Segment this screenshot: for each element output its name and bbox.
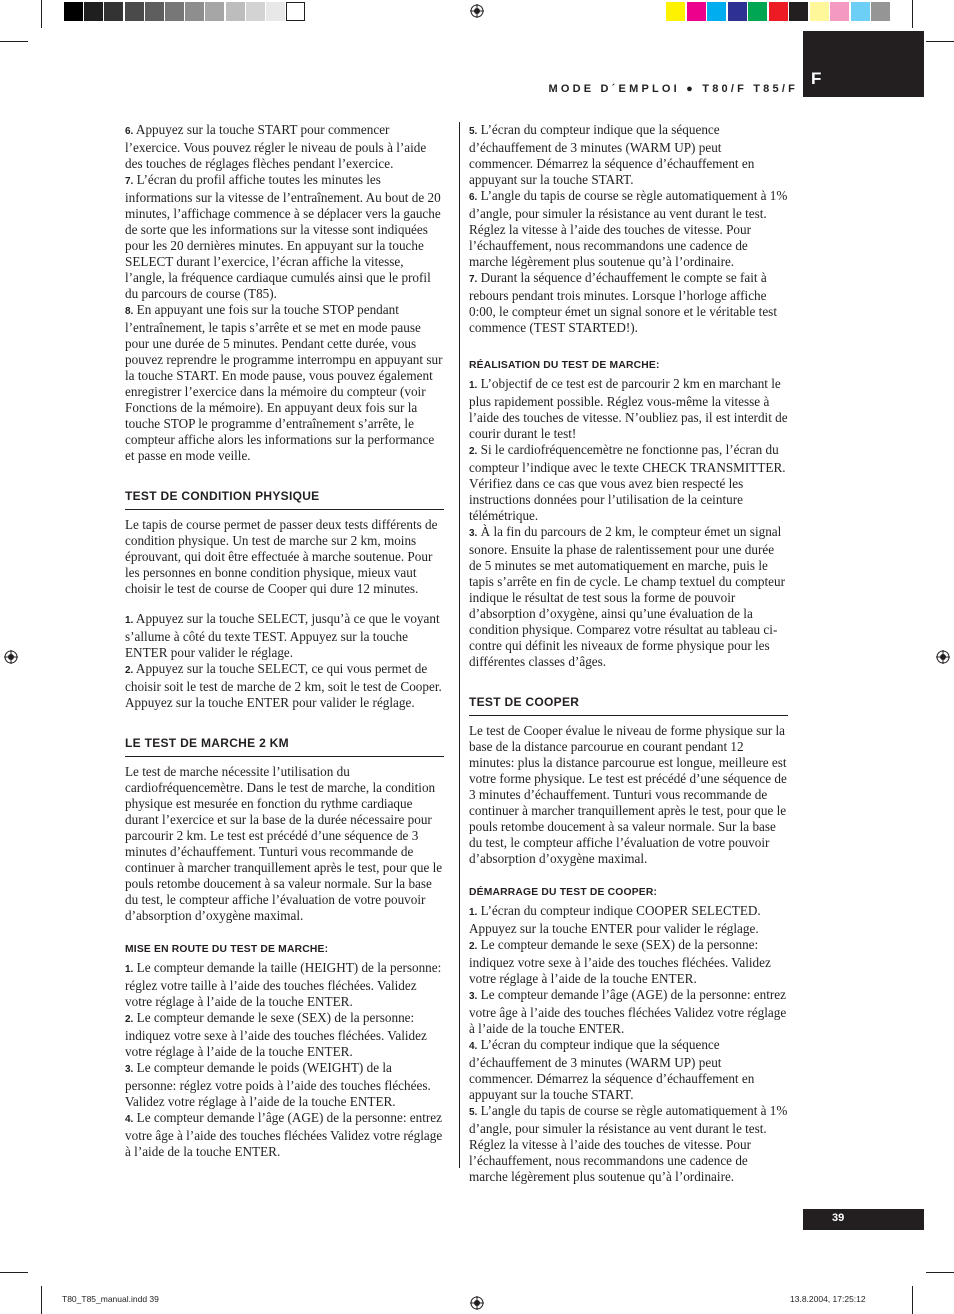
list-item: 7. Durant la séquence d’échauffement le compte se fait à rebours pendant trois minutes. Lorsque l’horloge affiche 0:00, le compteur émet un signal sonore et le véritable test commence (TEST STARTED!).: [469, 270, 777, 335]
sub-heading: MISE EN ROUTE DU TEST DE MARCHE:: [125, 944, 329, 955]
list-item: 1. Le compteur demande la taille (HEIGHT) de la personne: réglez votre taille à l’aide des touches fléchées. Validez votre réglage à l’aide de la touche ENTER.: [125, 960, 442, 1009]
list-item: 5. L’angle du tapis de course se règle automatiquement à 1% d’angle, pour simuler la résistance au vent durant le test. Réglez la vitesse à l’aide des touches de vitesse. Pour l’échauffement, nous recommandons une cadence de marche légèrement plus soutenue qu’à l’ordinaire.: [469, 1103, 788, 1184]
registration-mark-icon: [4, 650, 18, 664]
gray-swatch: [266, 2, 285, 21]
list-item: 5. L’écran du compteur indique que la séquence d’échauffement de 3 minutes (WARM UP) peut commencer. Démarrez la séquence d’échauffement en appuyant sur la touche START.: [469, 122, 755, 187]
list-item: 1. L’objectif de ce test est de parcourir 2 km en marchant le plus rapidement possible. Réglez vous-même la vitesse à l’aide des touches de vitesse. N’oubliez pas, il est interdit de courir durant le test!: [469, 376, 788, 441]
gray-swatch: [165, 2, 184, 21]
paragraph: Le tapis de course permet de passer deux tests différents de condition physique. Un test de marche sur 2 km, moins éprouvant, qui doit être effectuée à marche soutenue. Pour les personnes en bonne condition physique, mieux vaut choisir le test de course de Cooper qui dure 12 minutes.: [125, 517, 438, 596]
list-item: 3. Le compteur demande le poids (WEIGHT) de la personne: réglez votre poids à l’aide des touches fléchées. Validez votre réglage à l’aide de la touche ENTER.: [125, 1060, 431, 1109]
color-swatch: [830, 2, 849, 21]
color-swatch: [851, 2, 870, 21]
gray-swatch: [64, 2, 83, 21]
gray-swatch: [125, 2, 144, 21]
section-heading: LE TEST DE MARCHE 2 KM: [125, 735, 444, 757]
paragraph: 7. L’écran du profil affiche toutes les minutes les informations sur la vitesse de l’entraînement. Au bout de 20 minutes, l’affichage commence à se déplacer vers la gauche de sorte que les informations sur la vitesse sont indiquées pour les 20 dernières minutes. En appuyant sur la touche SELECT durant l’exercice, l’écran affiche la vitesse, l’angle, la fréquence cardiaque cumulés ainsi que le profil du parcours de course (T85).: [125, 172, 441, 301]
list-item: 2. Le compteur demande le sexe (SEX) de la personne: indiquez votre sexe à l’aide des touches fléchées. Validez votre réglage à l’aide de la touche ENTER.: [469, 937, 771, 986]
color-swatch: [748, 2, 767, 21]
section-heading: TEST DE COOPER: [469, 694, 788, 716]
running-title: MODE D´EMPLOI ● T80/F T85/F: [548, 83, 798, 95]
color-swatch: [769, 2, 788, 21]
gray-swatch: [246, 2, 265, 21]
sub-heading: DÉMARRAGE DU TEST DE COOPER:: [469, 887, 658, 898]
gray-swatch: [286, 2, 305, 21]
color-swatch: [810, 2, 829, 21]
paragraph: Le test de marche nécessite l’utilisation du cardiofréquencemètre. Dans le test de marche, la condition physique est mesurée en fonction du rythme cardiaque durant l’exercice et sur la base de la durée nécessaire pour parcourir 2 km. Le test est précédé d’une séquence de 3 minutes d’échauffement. Tunturi vous recommande de continuer à marcher tranquillement après le test, pour que le pouls retombe doucement à sa valeur normale. Sur la base du test, le compteur affiche l’évaluation de votre pouvoir d’absorption d’oxygène maximal.: [125, 764, 443, 923]
gray-swatch: [226, 2, 245, 21]
list-item: 4. L’écran du compteur indique que la séquence d’échauffement de 3 minutes (WARM UP) peut commencer. Démarrez la séquence d’échauffement en appuyant sur la touche START.: [469, 1037, 755, 1102]
page-number-box: [803, 1209, 924, 1230]
sub-heading: RÉALISATION DU TEST DE MARCHE:: [469, 360, 660, 371]
color-swatch: [728, 2, 747, 21]
footer-date: 13.8.2004, 17:25:12: [790, 1294, 866, 1304]
gray-swatch: [145, 2, 164, 21]
registration-mark-icon: [936, 650, 950, 664]
paragraph: 8. En appuyant une fois sur la touche STOP pendant l’entraînement, le tapis s’arrête et se met en mode pause pour une durée de 5 minutes. Pendant cette durée, vous pouvez reprendre le programme interrompu en appuyant sur la touche START. En mode pause, vous pouvez également enregistrer l’exercice dans la mémoire du compteur (voir Fonctions de la mémoire). En appuyant deux fois sur la touche STOP le programme d’entraînement s’arrête, le compteur affiche alors les informations sur la performance et passe en mode veille.: [125, 302, 443, 463]
list-item: 1. L’écran du compteur indique COOPER SELECTED. Appuyez sur la touche ENTER pour valider le réglage.: [469, 903, 761, 936]
right-column: [469, 122, 788, 1185]
color-swatch: [707, 2, 726, 21]
color-swatch: [789, 2, 808, 21]
section-tab: [803, 31, 924, 97]
list-item: 4. Le compteur demande l’âge (AGE) de la personne: entrez votre âge à l’aide des touches fléchées Validez votre réglage à l’aide de la touche ENTER.: [125, 1110, 443, 1159]
registration-mark-icon: [470, 4, 484, 18]
footer-file: T80_T85_manual.indd 39: [62, 1294, 159, 1304]
gray-swatch: [185, 2, 204, 21]
column-divider: [459, 122, 460, 1168]
color-swatch: [666, 2, 685, 21]
color-swatch: [687, 2, 706, 21]
page-number: 39: [832, 1212, 845, 1224]
gray-swatch: [84, 2, 103, 21]
list-item: 1. Appuyez sur la touche SELECT, jusqu’à ce que le voyant s’allume à côté du texte TEST. Appuyez sur la touche ENTER pour valider le réglage.: [125, 611, 440, 660]
left-column: [125, 122, 444, 1160]
paragraph: 6. Appuyez sur la touche START pour commencer l’exercice. Vous pouvez régler le niveau de pouls à l’aide des touches de réglages flèches pendant l’exercice.: [125, 122, 427, 171]
list-item: 6. L’angle du tapis de course se règle automatiquement à 1% d’angle, pour simuler la résistance au vent durant le test. Réglez la vitesse à l’aide des touches de vitesse. Pour l’échauffement, nous recommandons une cadence de marche légèrement plus soutenue qu’à l’ordinaire.: [469, 188, 788, 269]
list-item: 2. Appuyez sur la touche SELECT, ce qui vous permet de choisir soit le test de marche de 2 km, soit le test de Cooper. Appuyez sur la touche ENTER pour valider le réglage.: [125, 661, 442, 710]
list-item: 2. Si le cardiofréquencemètre ne fonctionne pas, l’écran du compteur l’indique avec le texte CHECK TRANSMITTER. Vérifiez dans ce cas que vous avez bien respecté les instructions données pour l’utilisation de la ceinture télémétrique.: [469, 442, 786, 523]
registration-mark-icon: [470, 1296, 484, 1310]
list-item: 2. Le compteur demande le sexe (SEX) de la personne: indiquez votre sexe à l’aide des touches fléchées. Validez votre réglage à l’aide de la touche ENTER.: [125, 1010, 427, 1059]
paragraph: Le test de Cooper évalue le niveau de forme physique sur la base de la distance parcourue en courant pendant 12 minutes: plus la distance parcourue est longue, meilleure est votre forme physique. Le test est précédé d’une séquence de 3 minutes d’échauffement. Tunturi vous recommande de continuer à marcher tranquillement après le test, pour que le pouls retombe doucement à sa valeur normale. Sur la base du test, le compteur affiche l’évaluation de votre pouvoir d’absorption d’oxygène maximal.: [469, 723, 787, 866]
gray-swatch: [205, 2, 224, 21]
color-swatch: [871, 2, 890, 21]
list-item: 3. Le compteur demande l’âge (AGE) de la personne: entrez votre âge à l’aide des touches fléchées Validez votre réglage à l’aide de la touche ENTER.: [469, 987, 787, 1036]
section-heading: TEST DE CONDITION PHYSIQUE: [125, 488, 444, 510]
section-tab-label: F: [811, 69, 822, 88]
gray-swatch: [104, 2, 123, 21]
list-item: 3. À la fin du parcours de 2 km, le compteur émet un signal sonore. Ensuite la phase de ralentissement pour une durée de 5 minutes se met automatiquement en marche, puis le tapis s’arrête en fin de cycle. Le champ textuel du compteur indique le résultat de test sous la forme de pouvoir d’absorption d’oxygène, ainsi qu’une évaluation de la condition physique. Comparez votre résultat au tableau ci-contre qui définit les niveaux de forme physique pour les différentes classes d’âges.: [469, 524, 785, 669]
